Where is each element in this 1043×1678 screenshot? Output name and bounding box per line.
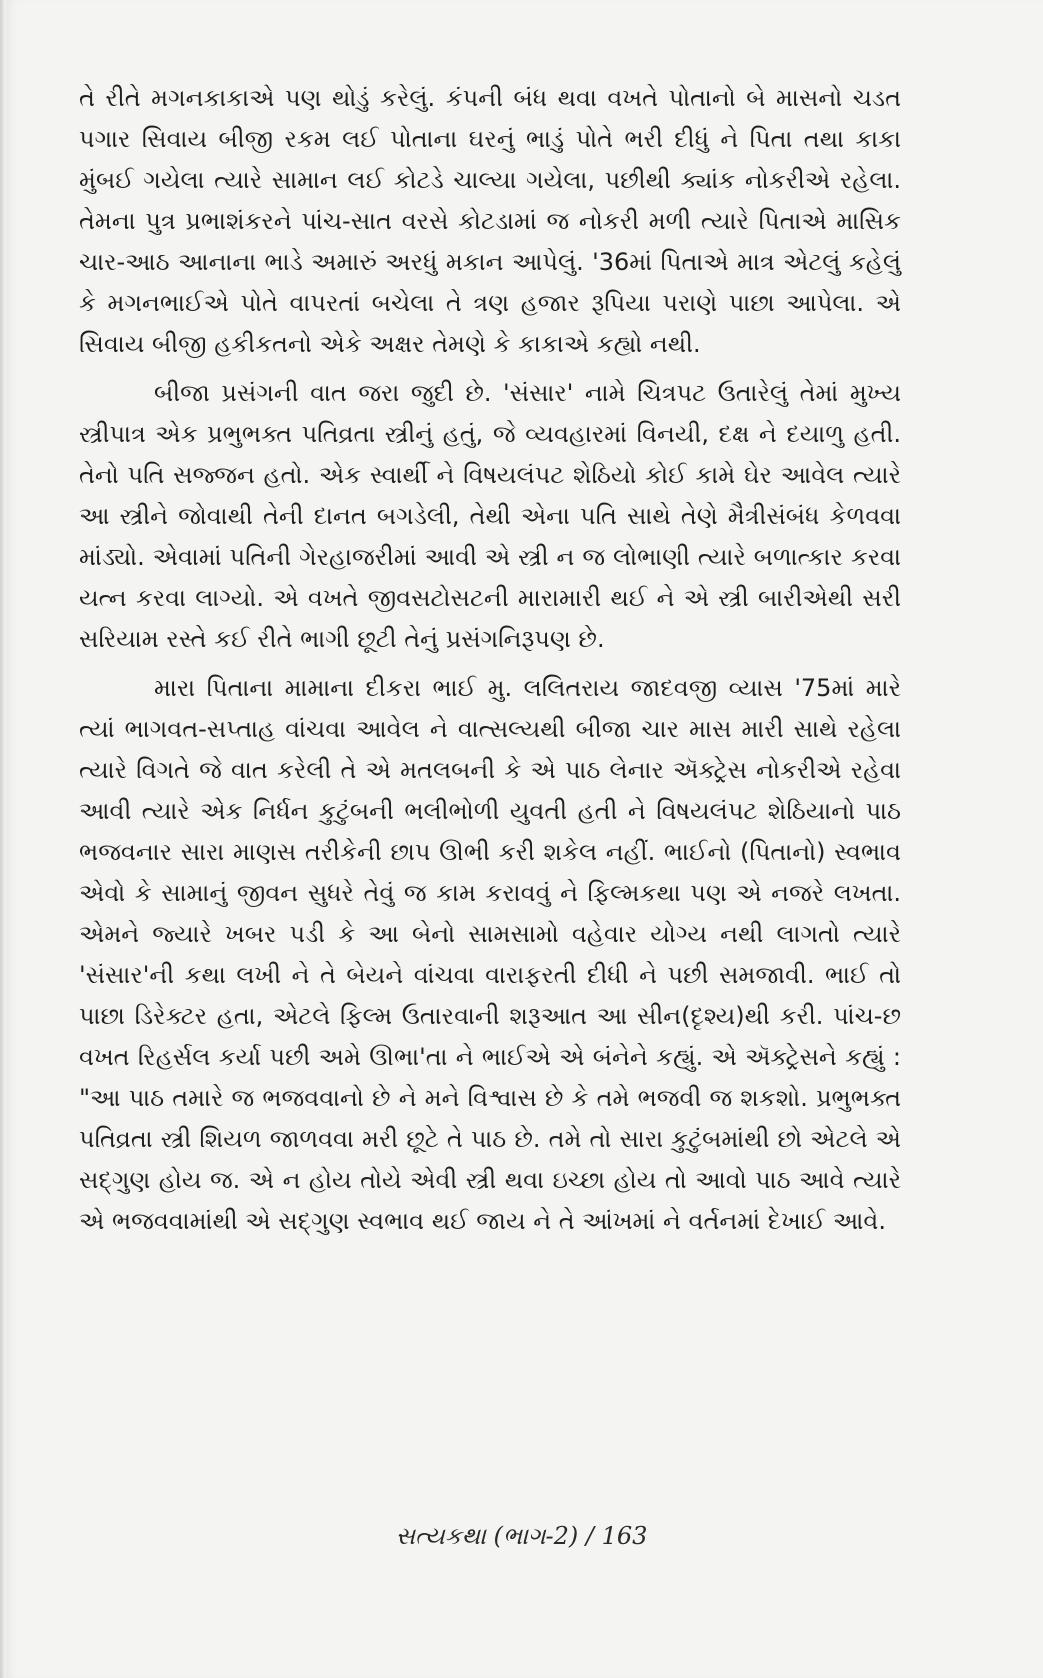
paragraph-1: તે રીતે મગનકાકાએ પણ થોડું કરેલું. કંપની બંધ થવા વખતે પોતાનો બે માસનો ચડત પગાર સિવાય બીજી રકમ લઈ પોતાના ઘરનું ભાડું પોતે ભરી દીધું ને પિતા તથા કાકા મુંબઈ ગયેલા ત્યારે સામાન લઈ કોટડે ચાલ્યા ગયેલા, પછીથી ક્યાંક નોકરીએ રહેલા. તેમના પુત્ર પ્રભાશંકરને પાંચ-સાત વરસે કોટડામાં જ નોકરી મળી ત્યારે પિતાએ માસિક ચાર-આઠ આનાના ભાડે અમારું અરધું મકાન આપેલું. '36માં પિતાએ માત્ર એટલું કહેલું કે મગનભાઈએ પોતે વાપરતાં બચેલા તે ત્રણ હજાર રૂપિયા પરાણે પાછા આપેલા. એ સિવાય બીજી હકીકતનો એકે અક્ષર તેમણે કે કાકાએ કહ્યો નથી.	[79, 84, 901, 358]
paragraph-2: બીજા પ્રસંગની વાત જરા જુદી છે. 'સંસાર' નામે ચિત્રપટ ઉતારેલું તેમાં મુખ્ય સ્ત્રીપાત્ર એક પ્રભુભક્ત પતિવ્રતા સ્ત્રીનું હતું, જે વ્યવહારમાં વિનયી, દક્ષ ને દયાળુ હતી. તેનો પતિ સજ્જન હતો. એક સ્વાર્થી ને વિષયલંપટ શેઠિયો કોઈ કામે ઘેર આવેલ ત્યારે આ સ્ત્રીને જોવાથી તેની દાનત બગડેલી, તેથી એના પતિ સાથે તેણે મૈત્રીસંબંધ કેળવવા માંડ્યો. એવામાં પતિની ગેરહાજરીમાં આવી એ સ્ત્રી ન જ લોભાણી ત્યારે બળાત્કાર કરવા યત્ન કરવા લાગ્યો. એ વખતે જીવસટોસટની મારામારી થઈ ને એ સ્ત્રી બારીએથી સરી સરિયામ રસ્તે કઈ રીતે ભાગી છૂટી તેનું પ્રસંગનિરૂપણ છે.	[79, 379, 901, 653]
body-text	[79, 78, 901, 1242]
paragraph-3: મારા પિતાના મામાના દીકરા ભાઈ મુ. લલિતરાય જાદવજી વ્યાસ '75માં મારે ત્યાં ભાગવત-સપ્તાહ વાંચવા આવેલ ને વાત્સલ્યથી બીજા ચાર માસ મારી સાથે રહેલા ત્યારે વિગતે જે વાત કરેલી તે એ મતલબની કે એ પાઠ લેનાર ઍક્ટ્રેસ નોકરીએ રહેવા આવી ત્યારે એક નિર્ધન કુટુંબની ભલીભોળી યુવતી હતી ને વિષયલંપટ શેઠિયાનો પાઠ ભજવનાર સારા માણસ તરીકેની છાપ ઊભી કરી શકેલ નહીં. ભાઈનો (પિતાનો) સ્વભાવ એવો કે સામાનું જીવન સુધરે તેવું જ કામ કરાવવું ને ફિલ્મકથા પણ એ નજરે લખતા. એમને જ્યારે ખબર પડી કે આ બેનો સામસામો વહેવાર યોગ્ય નથી લાગતો ત્યારે 'સંસાર'ની કથા લખી ને તે બેયને વાંચવા વારાફરતી દીધી ને પછી સમજાવી. ભાઈ તો પાછા ડિરેક્ટર હતા, એટલે ફિલ્મ ઉતારવાની શરૂઆત આ સીન(દૃશ્ય)થી કરી. પાંચ-છ વખત રિહર્સલ કર્યા પછી અમે ઊભા'તા ને ભાઈએ એ બંનેને કહ્યું. એ ઍક્ટ્રેસને કહ્યું : "આ પાઠ તમારે જ ભજવવાનો છે ને મને વિશ્વાસ છે કે તમે ભજવી જ શકશો. પ્રભુભક્ત પતિવ્રતા સ્ત્રી શિયળ જાળવવા મરી છૂટે તે પાઠ છે. તમે તો સારા કુટુંબમાંથી છો એટલે એ સદ્ગુણ હોય જ. એ ન હોય તોયે એવી સ્ત્રી થવા ઇચ્છા હોય તો આવો પાઠ આવે ત્યારે એ ભજવવામાંથી એ સદ્ગુણ સ્વભાવ થઈ જાય ને તે આંખમાં ને વર્તનમાં દેખાઈ આવે.	[79, 674, 901, 1235]
page-footer: સત્યકથા (ભાગ-2) / 163	[395, 1522, 648, 1550]
page-gutter-shadow	[0, 0, 6, 1678]
